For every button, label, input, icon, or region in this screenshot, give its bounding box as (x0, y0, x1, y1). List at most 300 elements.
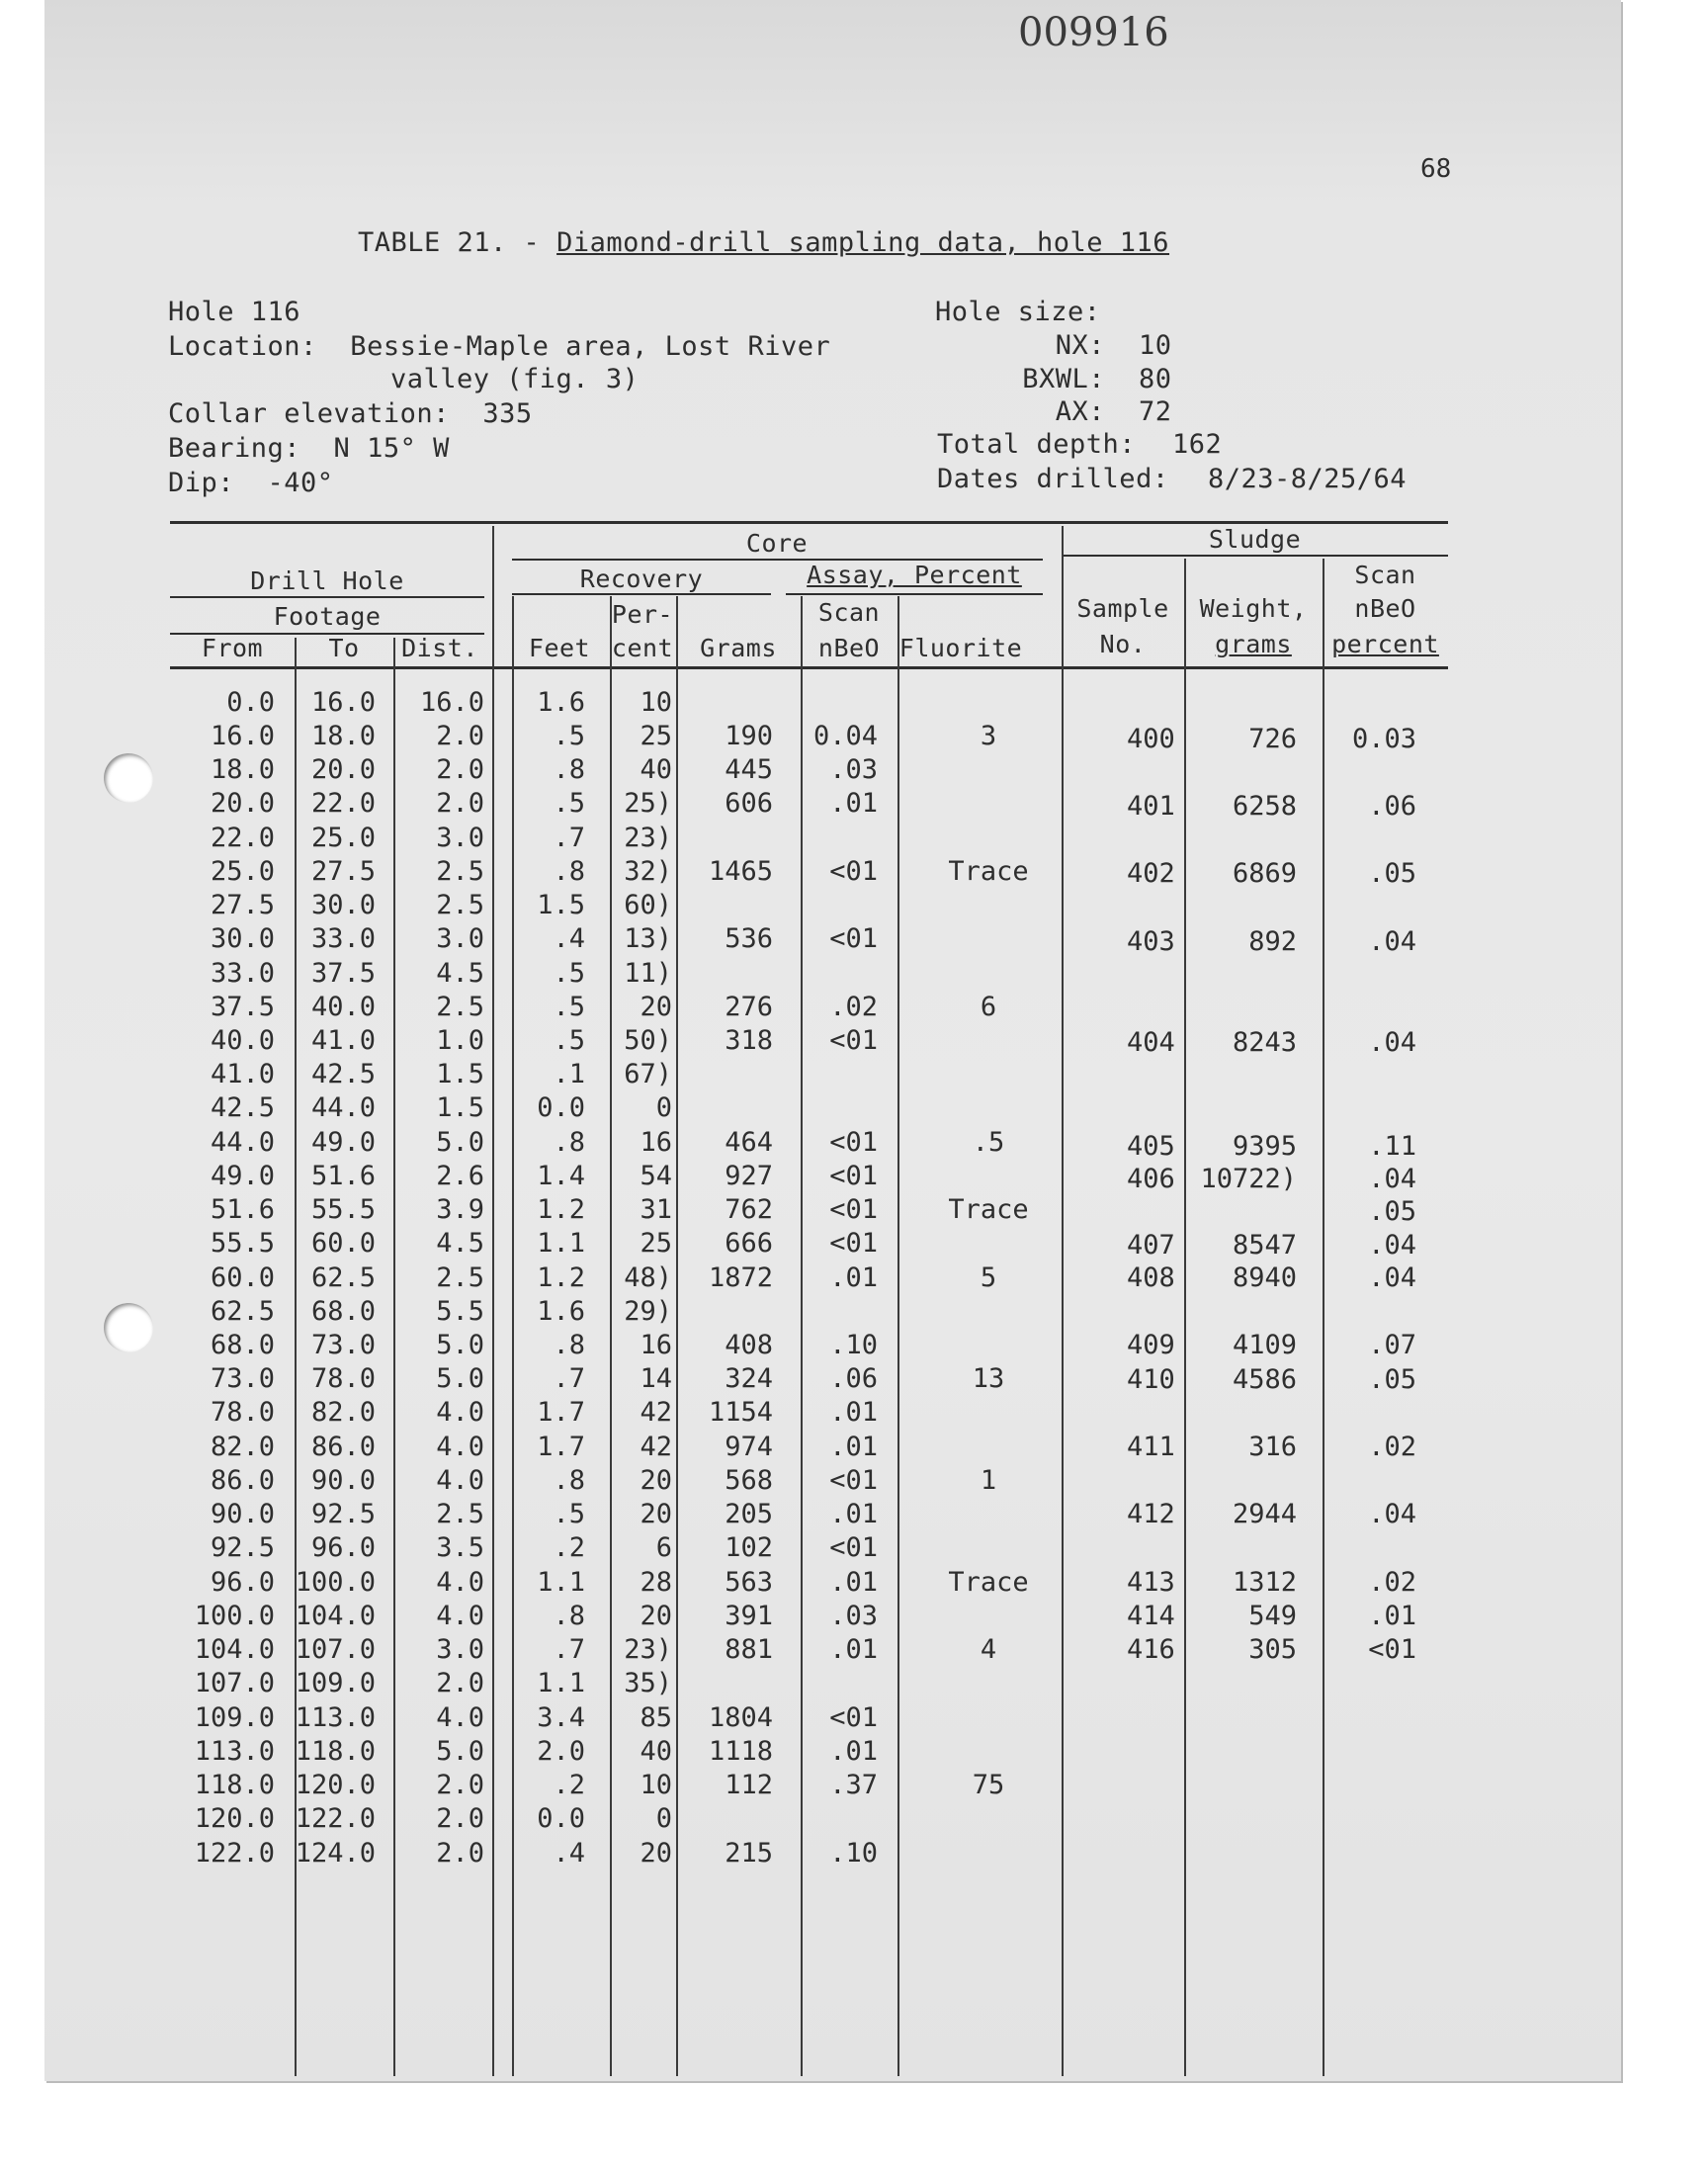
cell-fluorite: 13 (972, 1363, 1005, 1394)
cell-dist: 5.0 (436, 1736, 484, 1767)
cell-sample-no: 408 (1127, 1262, 1175, 1293)
cell-dist: 2.0 (436, 1838, 484, 1869)
cell-percent: 20 (640, 1601, 672, 1631)
cell-sludge-nbeo: .02 (1368, 1432, 1416, 1462)
cell-from: 86.0 (210, 1465, 275, 1496)
cell-dist: 4.5 (436, 958, 484, 989)
cell-grams: 112 (725, 1770, 773, 1800)
cell-from: 51.6 (210, 1194, 275, 1225)
cell-percent: 14 (640, 1363, 672, 1394)
cell-nbeo: 0.04 (812, 721, 878, 751)
cell-to: 60.0 (310, 1228, 376, 1259)
cell-nbeo: .03 (829, 1601, 878, 1631)
info-label: AX: (1055, 396, 1105, 427)
cell-nbeo: <01 (829, 1702, 878, 1733)
cell-from: 16.0 (210, 721, 275, 751)
header-sludge-scan: Scan (1354, 561, 1416, 589)
cell-grams: 974 (725, 1432, 773, 1462)
cell-sample-no: 411 (1127, 1432, 1175, 1462)
cell-sample-no: 416 (1127, 1634, 1175, 1665)
cell-sample-no: 407 (1127, 1230, 1175, 1261)
cell-dist: 1.5 (436, 1059, 484, 1089)
cell-feet: 0.0 (537, 1803, 585, 1834)
cell-nbeo: .01 (829, 1499, 878, 1529)
cell-feet: .8 (553, 754, 585, 785)
cell-from: 107.0 (194, 1668, 275, 1698)
cell-feet: 1.5 (537, 890, 585, 920)
info-label: Hole size: (935, 297, 1101, 327)
cell-percent: 40 (640, 754, 672, 785)
cell-percent: 20 (640, 1465, 672, 1496)
rule-line (1063, 555, 1448, 557)
cell-fluorite: 4 (980, 1634, 997, 1665)
cell-percent: 10 (640, 1770, 672, 1800)
info-value: 10 (1139, 330, 1172, 361)
cell-nbeo: .03 (829, 754, 878, 785)
cell-feet: .2 (553, 1532, 585, 1563)
cell-percent: 11) (624, 958, 672, 989)
header-drill-hole: Drill Hole (250, 566, 404, 595)
cell-sludge-nbeo: .04 (1368, 926, 1416, 957)
cell-to: 42.5 (310, 1059, 376, 1089)
info-line: Location: Bessie-Maple area, Lost River (168, 331, 831, 362)
cell-to: 62.5 (310, 1262, 376, 1293)
cell-from: 37.5 (210, 992, 275, 1022)
cell-dist: 3.9 (436, 1194, 484, 1225)
info-label: NX: (1055, 330, 1105, 361)
cell-from: 49.0 (210, 1161, 275, 1191)
cell-sludge-weight: 892 (1248, 926, 1297, 957)
table-caption: Diamond-drill sampling data, hole 116 (556, 227, 1170, 258)
cell-feet: .7 (553, 1634, 585, 1665)
cell-from: 20.0 (210, 788, 275, 819)
cell-sludge-nbeo: .01 (1368, 1601, 1416, 1631)
cell-from: 90.0 (210, 1499, 275, 1529)
info-line: Hole 116 (168, 297, 301, 327)
cell-grams: 881 (725, 1634, 773, 1665)
header-per: Per- (611, 600, 674, 629)
cell-percent: 50) (624, 1025, 672, 1056)
info-value: 8/23-8/25/64 (1208, 464, 1408, 494)
cell-sludge-weight: 4586 (1232, 1364, 1297, 1395)
cell-grams: 102 (725, 1532, 773, 1563)
column-divider (1184, 559, 1186, 2076)
cell-to: 40.0 (310, 992, 376, 1022)
header-fluorite: Fluorite (898, 634, 1023, 662)
cell-from: 96.0 (210, 1567, 275, 1598)
cell-dist: 2.0 (436, 754, 484, 785)
cell-grams: 445 (725, 754, 773, 785)
cell-percent: 10 (640, 687, 672, 718)
cell-percent: 20 (640, 1838, 672, 1869)
cell-feet: .5 (553, 1499, 585, 1529)
cell-percent: 13) (624, 923, 672, 954)
cell-nbeo: .01 (829, 788, 878, 819)
cell-sludge-nbeo: .05 (1368, 1364, 1416, 1395)
cell-dist: 2.0 (436, 1668, 484, 1698)
rule-line (170, 596, 484, 598)
cell-dist: 2.5 (436, 1499, 484, 1529)
cell-percent: 67) (624, 1059, 672, 1089)
cell-to: 113.0 (295, 1702, 376, 1733)
cell-fluorite: 1 (980, 1465, 997, 1496)
header-sludge-percent: percent (1331, 630, 1439, 658)
cell-grams: 276 (725, 992, 773, 1022)
cell-dist: 4.0 (436, 1567, 484, 1598)
cell-percent: 0 (655, 1803, 672, 1834)
cell-dist: 2.5 (436, 992, 484, 1022)
cell-to: 92.5 (310, 1499, 376, 1529)
info-label: Total depth: (937, 429, 1137, 460)
cell-sludge-nbeo: .04 (1368, 1027, 1416, 1058)
cell-from: 68.0 (210, 1330, 275, 1360)
cell-nbeo: .37 (829, 1770, 878, 1800)
cell-fluorite: Trace (948, 1567, 1029, 1598)
cell-nbeo: <01 (829, 1465, 878, 1496)
cell-sludge-nbeo: .04 (1368, 1164, 1416, 1194)
cell-feet: 1.7 (537, 1397, 585, 1428)
cell-sludge-weight: 4109 (1232, 1330, 1297, 1360)
cell-sludge-weight: 549 (1248, 1601, 1297, 1631)
cell-grams: 190 (725, 721, 773, 751)
cell-percent: 20 (640, 992, 672, 1022)
cell-to: 104.0 (295, 1601, 376, 1631)
cell-from: 62.5 (210, 1296, 275, 1327)
cell-to: 68.0 (310, 1296, 376, 1327)
cell-to: 33.0 (310, 923, 376, 954)
cell-feet: 1.2 (537, 1262, 585, 1293)
info-label: BXWL: (1022, 364, 1105, 394)
cell-grams: 1465 (708, 856, 773, 887)
cell-nbeo: .10 (829, 1838, 878, 1869)
cell-dist: 2.6 (436, 1161, 484, 1191)
cell-percent: 31 (640, 1194, 672, 1225)
cell-dist: 2.0 (436, 1770, 484, 1800)
column-divider (512, 596, 514, 2076)
header-sludge-nbeo: nBeO (1354, 594, 1416, 623)
cell-dist: 1.0 (436, 1025, 484, 1056)
cell-dist: 4.5 (436, 1228, 484, 1259)
cell-feet: .8 (553, 1465, 585, 1496)
cell-dist: 3.0 (436, 1634, 484, 1665)
cell-grams: 391 (725, 1601, 773, 1631)
cell-nbeo: <01 (829, 1025, 878, 1056)
cell-to: 124.0 (295, 1838, 376, 1869)
cell-feet: 1.2 (537, 1194, 585, 1225)
cell-sludge-weight: 726 (1248, 724, 1297, 754)
cell-from: 122.0 (194, 1838, 275, 1869)
cell-percent: 16 (640, 1127, 672, 1158)
cell-sludge-nbeo: .05 (1368, 858, 1416, 889)
cell-sludge-weight: 9395 (1232, 1131, 1297, 1162)
cell-dist: 16.0 (419, 687, 484, 718)
cell-nbeo: .06 (829, 1363, 878, 1394)
cell-to: 118.0 (295, 1736, 376, 1767)
cell-nbeo: .10 (829, 1330, 878, 1360)
header-scan: Scan (817, 598, 881, 627)
column-divider (492, 526, 494, 2076)
cell-to: 109.0 (295, 1668, 376, 1698)
cell-from: 60.0 (210, 1262, 275, 1293)
rule-line (786, 593, 1043, 595)
cell-to: 49.0 (310, 1127, 376, 1158)
cell-sample-no: 409 (1127, 1330, 1175, 1360)
cell-feet: .2 (553, 1770, 585, 1800)
cell-percent: 25 (640, 721, 672, 751)
cell-to: 37.5 (310, 958, 376, 989)
cell-percent: 16 (640, 1330, 672, 1360)
column-divider (676, 596, 678, 2076)
cell-dist: 4.0 (436, 1432, 484, 1462)
header-assay: Assay, Percent (807, 561, 1022, 589)
cell-feet: .8 (553, 1127, 585, 1158)
cell-from: 55.5 (210, 1228, 275, 1259)
cell-nbeo: <01 (829, 923, 878, 954)
cell-dist: 3.0 (436, 823, 484, 853)
cell-from: 30.0 (210, 923, 275, 954)
cell-to: 51.6 (310, 1161, 376, 1191)
cell-feet: .7 (553, 1363, 585, 1394)
info-value: 72 (1139, 396, 1172, 427)
cell-grams: 408 (725, 1330, 773, 1360)
cell-grams: 762 (725, 1194, 773, 1225)
cell-dist: 5.0 (436, 1363, 484, 1394)
cell-to: 18.0 (310, 721, 376, 751)
cell-feet: .5 (553, 788, 585, 819)
cell-percent: 25 (640, 1228, 672, 1259)
cell-from: 92.5 (210, 1532, 275, 1563)
rule-line (170, 666, 1448, 669)
cell-percent: 29) (624, 1296, 672, 1327)
header-feet: Feet (528, 634, 591, 662)
cell-to: 20.0 (310, 754, 376, 785)
cell-dist: 2.0 (436, 1803, 484, 1834)
header-recovery: Recovery (579, 565, 704, 593)
cell-percent: 85 (640, 1702, 672, 1733)
cell-sludge-weight: 316 (1248, 1432, 1297, 1462)
cell-sludge-nbeo: .07 (1368, 1330, 1416, 1360)
cell-nbeo: .01 (829, 1736, 878, 1767)
cell-to: 22.0 (310, 788, 376, 819)
cell-feet: 1.4 (537, 1161, 585, 1191)
cell-grams: 318 (725, 1025, 773, 1056)
cell-sample-no: 405 (1127, 1131, 1175, 1162)
cell-percent: 0 (655, 1092, 672, 1123)
header-nbeo: nBeO (817, 634, 881, 662)
cell-grams: 568 (725, 1465, 773, 1496)
cell-to: 30.0 (310, 890, 376, 920)
header-weight: Weight, (1199, 594, 1308, 623)
cell-dist: 2.5 (436, 1262, 484, 1293)
cell-sludge-weight: 2944 (1232, 1499, 1297, 1529)
cell-dist: 5.0 (436, 1127, 484, 1158)
cell-sludge-nbeo: 0.03 (1351, 724, 1416, 754)
cell-percent: 32) (624, 856, 672, 887)
cell-to: 78.0 (310, 1363, 376, 1394)
cell-grams: 1154 (708, 1397, 773, 1428)
cell-fluorite: .5 (972, 1127, 1005, 1158)
header-sludge: Sludge (1208, 525, 1302, 554)
cell-grams: 1804 (708, 1702, 773, 1733)
header-weight-grams: grams (1215, 630, 1292, 658)
info-line: Bearing: N 15° W (168, 433, 450, 464)
cell-sludge-weight: 6869 (1232, 858, 1297, 889)
info-label: Dates drilled: (937, 464, 1169, 494)
cell-dist: 3.5 (436, 1532, 484, 1563)
cell-feet: 1.6 (537, 687, 585, 718)
cell-to: 55.5 (310, 1194, 376, 1225)
cell-sludge-weight: 305 (1248, 1634, 1297, 1665)
header-sample: Sample (1076, 594, 1169, 623)
table-number: TABLE 21. - (358, 227, 541, 258)
cell-fluorite: 3 (980, 721, 997, 751)
cell-sludge-nbeo: .04 (1368, 1262, 1416, 1293)
cell-to: 107.0 (295, 1634, 376, 1665)
cell-nbeo: <01 (829, 1228, 878, 1259)
cell-from: 78.0 (210, 1397, 275, 1428)
cell-nbeo: <01 (829, 1161, 878, 1191)
cell-feet: .5 (553, 992, 585, 1022)
cell-percent: 25) (624, 788, 672, 819)
cell-dist: 2.0 (436, 721, 484, 751)
cell-from: 0.0 (226, 687, 275, 718)
cell-grams: 666 (725, 1228, 773, 1259)
cell-sludge-weight: 8940 (1232, 1262, 1297, 1293)
cell-from: 42.5 (210, 1092, 275, 1123)
cell-from: 25.0 (210, 856, 275, 887)
cell-sludge-weight: 1312 (1232, 1567, 1297, 1598)
info-value: 80 (1139, 364, 1172, 394)
cell-nbeo: <01 (829, 1532, 878, 1563)
cell-percent: 23) (624, 1634, 672, 1665)
cell-feet: 1.1 (537, 1228, 585, 1259)
cell-feet: .5 (553, 1025, 585, 1056)
header-footage: Footage (273, 602, 382, 631)
header-core: Core (745, 529, 809, 558)
column-divider (1062, 526, 1064, 2076)
cell-percent: 20 (640, 1499, 672, 1529)
cell-feet: .8 (553, 856, 585, 887)
cell-to: 86.0 (310, 1432, 376, 1462)
cell-fluorite: 75 (972, 1770, 1005, 1800)
cell-sample-no: 404 (1127, 1027, 1175, 1058)
cell-sample-no: 401 (1127, 791, 1175, 822)
cell-from: 82.0 (210, 1432, 275, 1462)
cell-grams: 927 (725, 1161, 773, 1191)
column-divider (1323, 559, 1324, 2076)
cell-nbeo: .01 (829, 1397, 878, 1428)
cell-feet: 0.0 (537, 1092, 585, 1123)
cell-percent: 54 (640, 1161, 672, 1191)
cell-from: 104.0 (194, 1634, 275, 1665)
cell-fluorite: 5 (980, 1262, 997, 1293)
cell-sample-no: 406 (1127, 1164, 1175, 1194)
cell-to: 27.5 (310, 856, 376, 887)
cell-dist: 5.0 (436, 1330, 484, 1360)
cell-grams: 1118 (708, 1736, 773, 1767)
column-divider (610, 596, 612, 2076)
cell-grams: 536 (725, 923, 773, 954)
column-divider (801, 596, 803, 2076)
cell-dist: 4.0 (436, 1702, 484, 1733)
cell-sludge-weight: 6258 (1232, 791, 1297, 822)
cell-dist: 5.5 (436, 1296, 484, 1327)
cell-sludge-nbeo: .05 (1368, 1196, 1416, 1227)
cell-to: 16.0 (310, 687, 376, 718)
page-number: 68 (1420, 154, 1452, 184)
header-grams: Grams (700, 634, 777, 662)
cell-nbeo: <01 (829, 1194, 878, 1225)
header-from: From (201, 634, 264, 662)
cell-from: 18.0 (210, 754, 275, 785)
cell-nbeo: .02 (829, 992, 878, 1022)
cell-nbeo: <01 (829, 856, 878, 887)
cell-fluorite: 6 (980, 992, 997, 1022)
cell-fluorite: Trace (948, 1194, 1029, 1225)
cell-dist: 4.0 (436, 1601, 484, 1631)
cell-from: 73.0 (210, 1363, 275, 1394)
cell-percent: 6 (655, 1532, 672, 1563)
cell-dist: 2.5 (436, 856, 484, 887)
header-sample-no: No. (1099, 630, 1147, 658)
cell-to: 96.0 (310, 1532, 376, 1563)
cell-to: 100.0 (295, 1567, 376, 1598)
cell-feet: .5 (553, 721, 585, 751)
column-divider (393, 638, 395, 2076)
cell-grams: 464 (725, 1127, 773, 1158)
cell-to: 120.0 (295, 1770, 376, 1800)
cell-feet: .8 (553, 1601, 585, 1631)
table-title (358, 227, 1169, 258)
info-value: 162 (1172, 429, 1223, 460)
cell-from: 100.0 (194, 1601, 275, 1631)
cell-from: 22.0 (210, 823, 275, 853)
cell-to: 122.0 (295, 1803, 376, 1834)
cell-grams: 215 (725, 1838, 773, 1869)
cell-sludge-nbeo: .11 (1368, 1131, 1416, 1162)
cell-from: 41.0 (210, 1059, 275, 1089)
cell-from: 113.0 (194, 1736, 275, 1767)
cell-sample-no: 410 (1127, 1364, 1175, 1395)
cell-nbeo: .01 (829, 1567, 878, 1598)
cell-from: 40.0 (210, 1025, 275, 1056)
cell-from: 33.0 (210, 958, 275, 989)
cell-from: 118.0 (194, 1770, 275, 1800)
cell-sample-no: 403 (1127, 926, 1175, 957)
cell-to: 73.0 (310, 1330, 376, 1360)
cell-sample-no: 412 (1127, 1499, 1175, 1529)
cell-sample-no: 413 (1127, 1567, 1175, 1598)
cell-to: 41.0 (310, 1025, 376, 1056)
cell-sludge-nbeo: <01 (1368, 1634, 1416, 1665)
cell-from: 27.5 (210, 890, 275, 920)
cell-sludge-nbeo: .06 (1368, 791, 1416, 822)
cell-sludge-nbeo: .04 (1368, 1499, 1416, 1529)
punch-hole (104, 753, 153, 803)
cell-grams: 324 (725, 1363, 773, 1394)
cell-from: 109.0 (194, 1702, 275, 1733)
cell-dist: 3.0 (436, 923, 484, 954)
cell-sludge-weight: 8547 (1232, 1230, 1297, 1261)
cell-feet: .7 (553, 823, 585, 853)
cell-dist: 2.5 (436, 890, 484, 920)
cell-feet: .1 (553, 1059, 585, 1089)
cell-feet: .5 (553, 958, 585, 989)
cell-sample-no: 414 (1127, 1601, 1175, 1631)
cell-dist: 2.0 (436, 788, 484, 819)
rule-line (170, 521, 1448, 524)
cell-feet: 2.0 (537, 1736, 585, 1767)
